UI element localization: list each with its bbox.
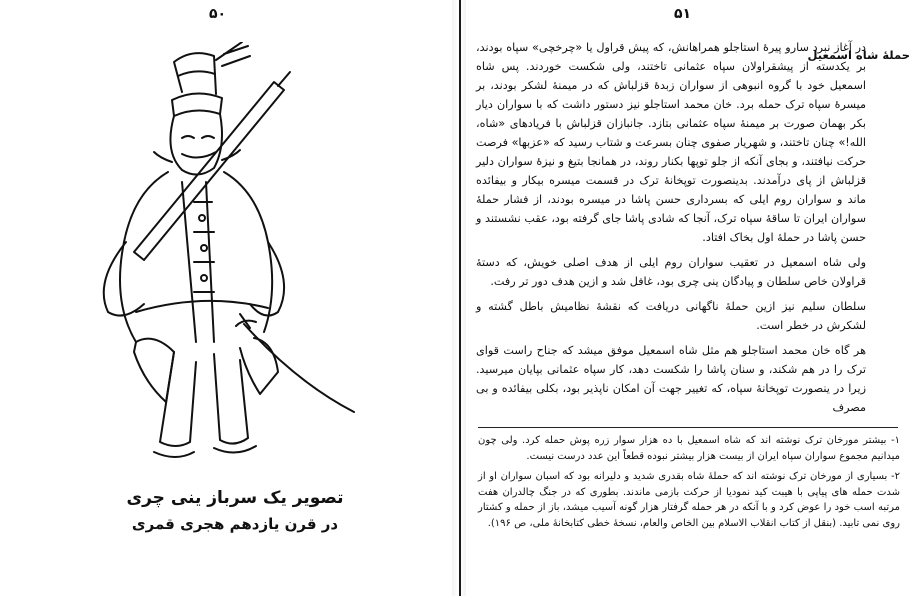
figure-caption-subtitle: در قرن یازدهم هجری قمری	[131, 515, 339, 533]
paragraph: در آغاز نبرد سارو پیرهٔ استاجلو همراهانش، که پیش قراول یا «چرخچی» سپاه بودند، بر یکدسته از پیشقراولان سپاه عثمانی تاختند، ولی شکست خوردند. پس شاه اسمعیل خود با گروه انبوهی از سواران زبدهٔ قزلباش که در میمنهٔ لشکر بودند، بر میسرهٔ سپاه ترک حمله برد. خان محمد استاجلو نیز دستور داشت که با سواران دیار بکر بهمان صورت بر میمنهٔ سپاه عثمانی بتازد. جانبازان قزلباش با فریادهای «شاه، الله!» چنان تاختند، و شهریار صفوی چنان بسرعت و شتاب رسید که «عزبها» فرصت حرکت نیافتند، و بجای آنکه از جلو توپها بکنار روند، در همانجا بتیغ و نیزهٔ سواران دلیر قزلباش از پای درآمدند. بدینصورت توپخانهٔ ترک در قسمت میسره بیکار و بیفائده ماند و سواران روم ایلی که بسرداری حسن پاشا در میسره بودند، از فشار حملهٔ سواران ایران تا ساقهٔ سپاه ترک، آنجا که شادی پاشا جای گرفته بود، عقب نشستند و حسن پاشا در حملهٔ اول بخاک افتاد.	[476, 41, 866, 244]
footnote: ۱- بیشتر مورخان ترک نوشته اند که شاه اسمعیل با ده هزار سوار زره پوش حمله کرد. ولی چون میدانیم مجموع سواران سپاه ایران از بیست هزار بیشتر نبوده قطعاً این عدد درست نیست.	[478, 435, 900, 462]
paragraph: ولی شاه اسمعیل در تعقیب سواران روم ایلی از هدف اصلی خویش، که دستهٔ قراولان خاص سلطان و پیادگان ینی چری بود، غافل شد و ازین هدف دور تر رفت.	[476, 256, 866, 288]
figure-caption-title: تصویر یک سرباز ینی چری	[126, 488, 344, 508]
footnote-separator	[478, 427, 898, 428]
page-number-left: ۵۰	[209, 6, 227, 22]
section-heading: حملهٔ شاه اسمعیل	[807, 48, 910, 62]
paragraph: هر گاه خان محمد استاجلو هم مثل شاه اسمعیل موفق میشد که جناح راست قوای ترک را در هم شکند، و سنان پاشا را شکست دهد، کار سپاه عثمانی بپایان میرسید. زیرا در ینصورت توپخانهٔ سپاه، که تغییر جهت آن امکان ناپذیر بود، بکلی بیفائده و بی مصرف	[476, 344, 866, 414]
left-page	[0, 0, 452, 596]
page-edge-divider	[459, 0, 461, 596]
footnote: ۲- بسیاری از مورخان ترک نوشته اند که حملهٔ شاه بقدری شدید و دلیرانه بود که اسبان سواران او از شدت حمله های پیاپی با هیبت کید نمودیا از حرکت بازمی ماندند. بطوری که در جنگ چالدران هفت مرتبه اسب خود را عوض کرد و با آنکه در هر حمله گرفتار هزار گونه آسیب میشد، باز از حمله و کشتار روی نمی تابید. (بنقل از کتاب انقلاب الاسلام بین الخاص والعام، نسخهٔ خطی کتابخانهٔ ملی، ص ۱۹۶).	[478, 471, 900, 529]
paragraph: سلطان سلیم نیز ازین حملهٔ ناگهانی دریافت که نقشهٔ نظامیش باطل گشته و لشکرش در خطر است.	[476, 300, 866, 332]
right-page	[466, 0, 920, 596]
body-text	[476, 38, 866, 423]
page-number-right: ۵۱	[674, 6, 692, 22]
janissary-illustration	[64, 42, 364, 472]
footnotes	[478, 433, 900, 536]
